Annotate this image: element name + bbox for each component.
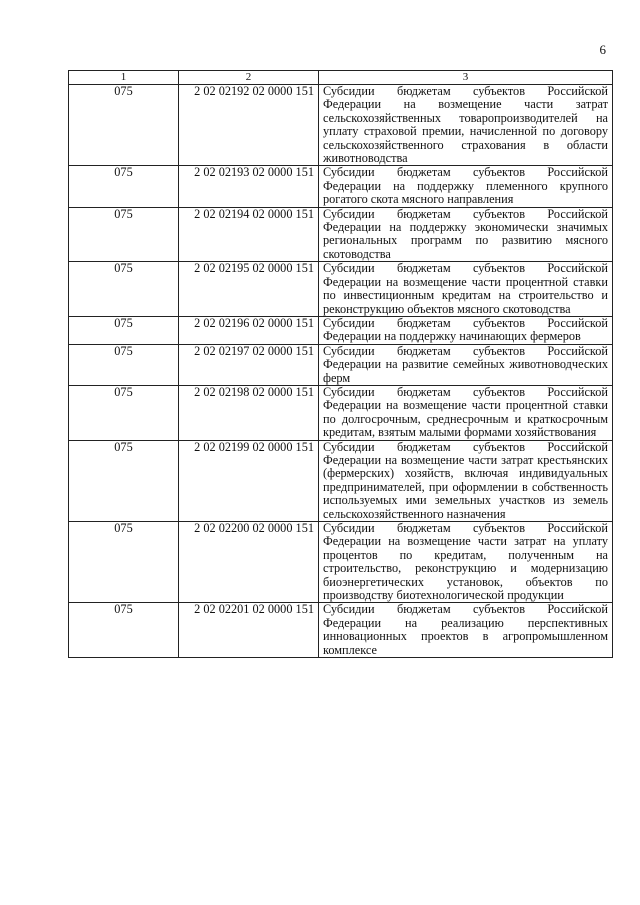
admin-code-cell: 075 — [69, 262, 179, 317]
admin-code-cell: 075 — [69, 316, 179, 344]
income-name-cell: Субсидии бюджетам субъектов Российской Федерации на поддержку начинающих фермеров — [319, 316, 613, 344]
budget-code-cell: 2 02 02195 02 0000 151 — [179, 262, 319, 317]
admin-code-cell: 075 — [69, 207, 179, 262]
admin-code-cell: 075 — [69, 344, 179, 385]
column-header-3: 3 — [319, 71, 613, 85]
table-body — [69, 85, 613, 658]
income-name-cell: Субсидии бюджетам субъектов Российской Федерации на поддержку племенного крупного рогатого скота мясного направления — [319, 166, 613, 207]
table-header-row — [69, 71, 613, 85]
column-header-2: 2 — [179, 71, 319, 85]
budget-classification-table — [68, 70, 613, 658]
budget-code-cell: 2 02 02200 02 0000 151 — [179, 522, 319, 603]
budget-code-cell: 2 02 02197 02 0000 151 — [179, 344, 319, 385]
income-name-cell: Субсидии бюджетам субъектов Российской Федерации на возмещение части затрат крестьянских (фермерских) хозяйств, включая индивидуальных предпринимателей, при оформлении в собственность используемых ими земельных участков из земель сельскохозяйственного назначения — [319, 440, 613, 521]
budget-code-cell: 2 02 02193 02 0000 151 — [179, 166, 319, 207]
income-name-cell: Субсидии бюджетам субъектов Российской Федерации на поддержку экономически значимых региональных программ по развитию мясного скотоводства — [319, 207, 613, 262]
table-row — [69, 316, 613, 344]
admin-code-cell: 075 — [69, 440, 179, 521]
income-name-cell: Субсидии бюджетам субъектов Российской Федерации на возмещение части затрат сельскохозяйственных товаропроизводителей на уплату страховой премии, начисленной по договору сельскохозяйственного страхования в области животноводства — [319, 85, 613, 166]
column-header-1: 1 — [69, 71, 179, 85]
table-row — [69, 166, 613, 207]
income-name-cell: Субсидии бюджетам субъектов Российской Федерации на развитие семейных животноводческих ферм — [319, 344, 613, 385]
budget-code-cell: 2 02 02201 02 0000 151 — [179, 603, 319, 658]
table-row — [69, 344, 613, 385]
budget-code-cell: 2 02 02198 02 0000 151 — [179, 385, 319, 440]
table-row — [69, 385, 613, 440]
table-row — [69, 207, 613, 262]
income-name-cell: Субсидии бюджетам субъектов Российской Федерации на реализацию перспективных инновационных проектов в агропромышленном комплексе — [319, 603, 613, 658]
table-row — [69, 85, 613, 166]
income-name-cell: Субсидии бюджетам субъектов Российской Федерации на возмещение части затрат на уплату процентов по кредитам, полученным на строительство, реконструкцию и модернизацию биоэнергетических установок, объектов по производству биотехнологической продукции — [319, 522, 613, 603]
admin-code-cell: 075 — [69, 603, 179, 658]
table-row — [69, 440, 613, 521]
table-row — [69, 522, 613, 603]
budget-code-cell: 2 02 02196 02 0000 151 — [179, 316, 319, 344]
budget-code-cell: 2 02 02199 02 0000 151 — [179, 440, 319, 521]
budget-code-cell: 2 02 02192 02 0000 151 — [179, 85, 319, 166]
page-number: 6 — [599, 42, 606, 57]
admin-code-cell: 075 — [69, 385, 179, 440]
income-name-cell: Субсидии бюджетам субъектов Российской Федерации на возмещение части процентной ставки по долгосрочным, среднесрочным и краткосрочным кредитам, взятым малыми формами хозяйствования — [319, 385, 613, 440]
admin-code-cell: 075 — [69, 85, 179, 166]
admin-code-cell: 075 — [69, 522, 179, 603]
admin-code-cell: 075 — [69, 166, 179, 207]
budget-code-cell: 2 02 02194 02 0000 151 — [179, 207, 319, 262]
table-header — [69, 71, 613, 85]
table-row — [69, 603, 613, 658]
income-name-cell: Субсидии бюджетам субъектов Российской Федерации на возмещение части процентной ставки по инвестиционным кредитам на строительство и реконструкцию объектов мясного скотоводства — [319, 262, 613, 317]
table-row — [69, 262, 613, 317]
